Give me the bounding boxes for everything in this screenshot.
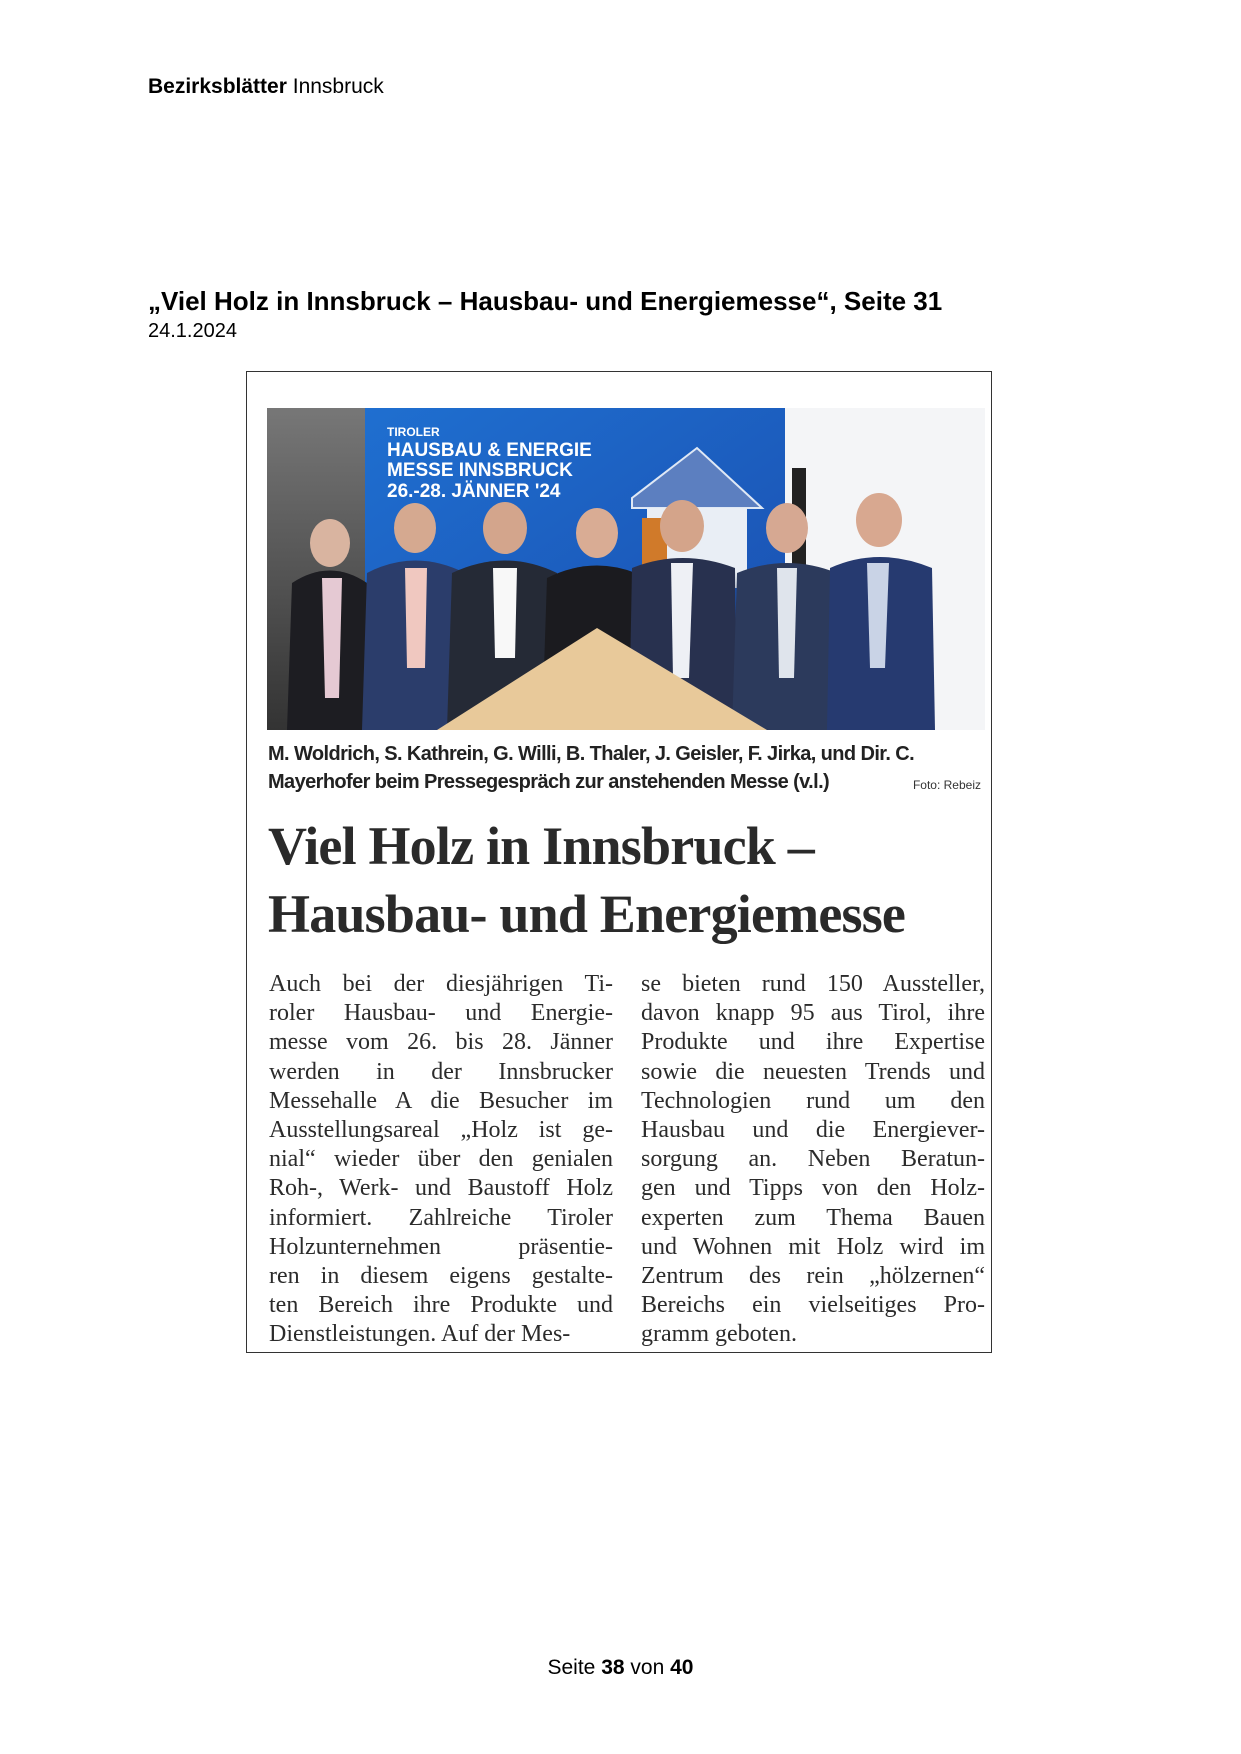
body-text-line: Technologien rund um den — [641, 1087, 985, 1114]
current-page: 38 — [601, 1656, 625, 1679]
article-reference-title: „Viel Holz in Innsbruck – Hausbau- und Energiemesse“, Seite 31 — [148, 286, 943, 316]
publication-header — [148, 75, 384, 99]
body-text-line: Bereichs ein vielseitiges Pro- — [641, 1292, 985, 1319]
total-pages: 40 — [670, 1656, 694, 1679]
press-photo — [267, 408, 985, 730]
publication-region: Innsbruck — [292, 75, 384, 98]
body-text-line: informiert. Zahlreiche Tiroler — [269, 1204, 613, 1231]
body-text-line: werden in der Innsbrucker — [269, 1058, 613, 1085]
article-date: 24.1.2024 — [148, 320, 237, 342]
screen-text-line: 26.-28. JÄNNER '24 — [387, 481, 561, 502]
body-text-line: messe vom 26. bis 28. Jänner — [269, 1029, 613, 1056]
page-footer — [0, 1656, 1241, 1680]
caption-line: M. Woldrich, S. Kathrein, G. Willi, B. Thaler, J. Geisler, F. Jirka, und Dir. C. — [268, 743, 915, 765]
headline-line: Viel Holz in Innsbruck – — [268, 816, 814, 876]
body-text-line: Auch bei der diesjährigen Ti- — [269, 971, 613, 997]
body-text-line: und Wohnen mit Holz wird im — [641, 1233, 985, 1260]
body-text-line: Zentrum des rein „hölzernen“ — [641, 1262, 985, 1289]
body-text-line: ten Bereich ihre Produkte und — [269, 1292, 613, 1319]
screen-text-line: TIROLER — [387, 425, 440, 439]
newspaper-clipping — [246, 371, 992, 1353]
body-text-line: experten zum Thema Bauen — [641, 1204, 985, 1231]
body-text-line: sowie die neuesten Trends und — [641, 1058, 985, 1085]
body-column-2 — [641, 970, 985, 1349]
body-text-line: Produkte und ihre Expertise — [641, 1029, 985, 1056]
body-text-line: Holzunternehmen präsentie- — [269, 1233, 613, 1260]
photo-caption — [268, 740, 984, 796]
body-text-line: gen und Tipps von den Holz- — [641, 1175, 985, 1202]
body-text-line: Hausbau und die Energiever- — [641, 1116, 985, 1143]
body-text-line: Messehalle A die Besucher im — [269, 1087, 613, 1114]
screen-text-line: MESSE INNSBRUCK — [387, 460, 573, 481]
body-text-line: se bieten rund 150 Aussteller, — [641, 971, 985, 997]
body-text-line: roler Hausbau- und Energie- — [269, 1000, 613, 1027]
publication-name: Bezirksblätter — [148, 75, 287, 98]
caption-line: Mayerhofer beim Pressegespräch zur anstehenden Messe (v.l.) — [268, 771, 830, 793]
body-text-line: gramm geboten. — [641, 1321, 797, 1348]
body-text-line: Roh-, Werk- und Baustoff Holz — [269, 1175, 613, 1202]
body-text-line: ren in diesem eigens gestalte- — [269, 1262, 613, 1289]
headline-line: Hausbau- und Energiemesse — [268, 884, 906, 944]
article-headline — [268, 812, 984, 948]
body-column-1 — [269, 970, 613, 1349]
body-text-line: Ausstellungsareal „Holz ist ge- — [269, 1116, 613, 1143]
body-text-line: Dienstleistungen. Auf der Mes- — [269, 1321, 571, 1348]
photo-credit: Foto: Rebeiz — [912, 778, 981, 792]
screen-text-line: HAUSBAU & ENERGIE — [387, 440, 592, 461]
footer-label: Seite — [547, 1656, 596, 1679]
footer-of: von — [630, 1656, 665, 1679]
body-text-line: davon knapp 95 aus Tirol, ihre — [641, 1000, 985, 1027]
body-text-line: nial“ wieder über den genialen — [269, 1146, 613, 1173]
body-text-line: sorgung an. Neben Beratun- — [641, 1146, 985, 1173]
